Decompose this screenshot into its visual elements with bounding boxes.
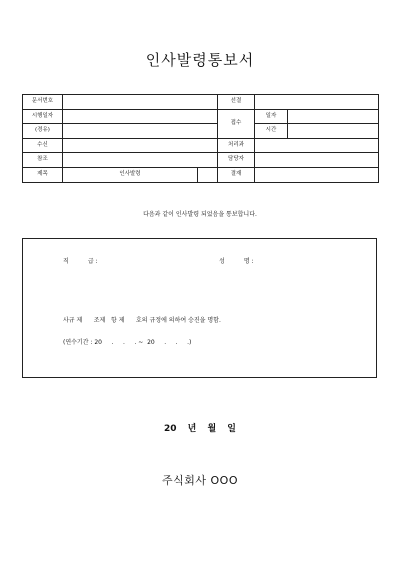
- date-value[interactable]: [288, 110, 378, 124]
- reception-date-cell: [255, 109, 379, 124]
- subject-extra-cell: [198, 167, 218, 182]
- issue-date: 20 년 월 일: [163, 424, 236, 434]
- regulation-text: 사규 제 조제 항 제 호의 규정에 의하여 승진을 명함.: [63, 317, 221, 324]
- decision-value[interactable]: [255, 95, 379, 110]
- doc-number-label: 문서번호: [23, 95, 63, 110]
- document-title: 인사발령통보서: [145, 51, 255, 69]
- via-value[interactable]: [63, 124, 218, 139]
- rank-label: 직 급 :: [63, 258, 98, 265]
- doc-number-value[interactable]: [63, 95, 218, 110]
- reference-label: 참조: [23, 153, 63, 168]
- company-name: 주식회사 OOO: [162, 474, 238, 487]
- recipient-label: 수신: [23, 138, 63, 153]
- reference-value[interactable]: [63, 153, 218, 168]
- via-label: (경유): [23, 124, 63, 139]
- recipient-value[interactable]: [63, 138, 218, 153]
- processing-dept-label: 처리과: [218, 138, 255, 153]
- enforce-date-label: 시행일자: [23, 109, 63, 124]
- person-in-charge-value[interactable]: [255, 153, 379, 168]
- name-label: 성 명 :: [219, 258, 254, 265]
- notice-text: 다음과 같이 인사발령 되었음을 통보합니다.: [143, 211, 257, 218]
- subject-label: 제목: [23, 167, 63, 182]
- document-value[interactable]: [255, 167, 379, 182]
- document-info-table: [22, 94, 379, 183]
- person-in-charge-label: 담당자: [218, 153, 255, 168]
- detail-box: [22, 238, 377, 378]
- time-label: 시간: [255, 124, 288, 138]
- date-label: 일자: [255, 110, 288, 124]
- reception-label: 접수: [218, 109, 255, 138]
- reception-time-cell: [255, 124, 379, 139]
- training-period-text: (연수기간 : 20 . . . ~ 20 . . .): [63, 339, 192, 346]
- time-value[interactable]: [288, 124, 378, 138]
- document-label: 결재: [218, 167, 255, 182]
- enforce-date-value[interactable]: [63, 109, 218, 124]
- subject-value[interactable]: 인사발령: [63, 167, 198, 182]
- processing-dept-value[interactable]: [255, 138, 379, 153]
- decision-label: 선결: [218, 95, 255, 110]
